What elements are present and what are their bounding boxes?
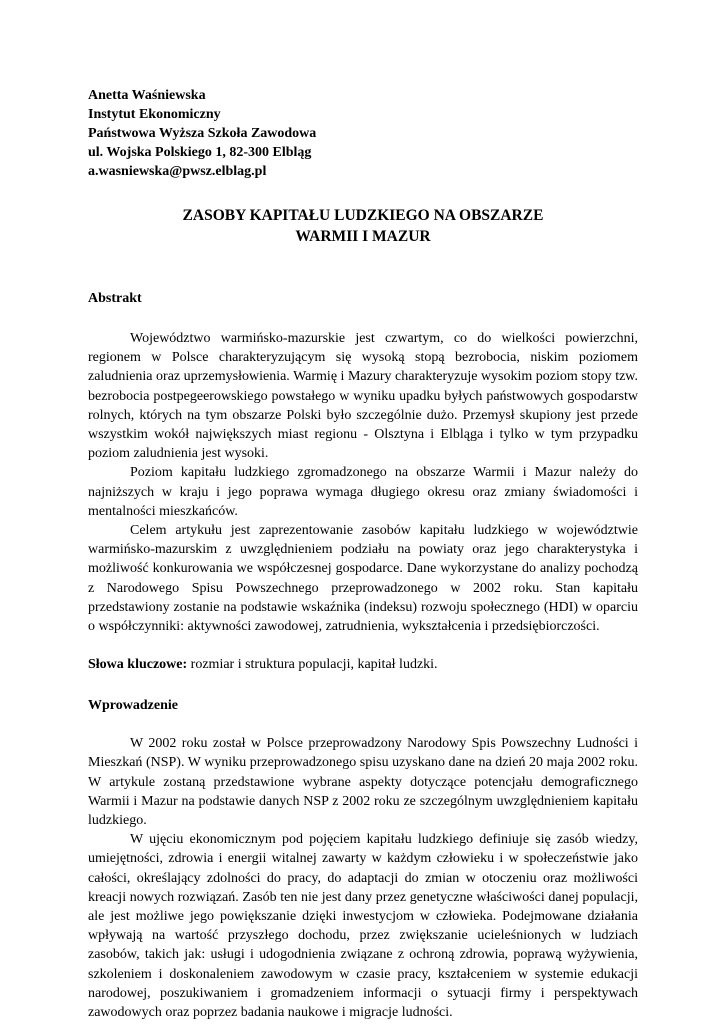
author-block [88, 86, 638, 181]
paper-title-line-1: ZASOBY KAPITAŁU LUDZKIEGO NA OBSZARZE [182, 207, 544, 224]
paper-title [88, 205, 638, 247]
abstract-paragraph-2: Poziom kapitału ludzkiego zgromadzonego na obszarze Warmii i Mazur należy do najniższych w kraju i jego poprawa wymaga długiego okresu oraz zmiany świadomości i mentalności mieszkańców. [88, 465, 638, 519]
introduction-paragraph-1: W 2002 roku został w Polsce przeprowadzony Narodowy Spis Powszechny Ludności i Mieszkań (NSP). W wyniku przeprowadzonego spisu uzyskano dane na dzień 20 maja 2002 roku. W artykule zostaną przedstawione wybrane aspekty dotyczące potencjału demograficznego Warmii i Mazur na podstawie danych NSP z 2002 roku ze szczególnym uwzględnieniem kapitału ludzkiego. [88, 736, 638, 829]
keywords-line [88, 655, 638, 674]
keywords-text: rozmiar i struktura populacji, kapitał ludzki. [187, 657, 438, 673]
keywords-label: Słowa kluczowe: [88, 657, 188, 673]
abstract-heading: Abstrakt [88, 291, 142, 306]
document-page [88, 86, 638, 1022]
introduction-heading: Wprowadzenie [88, 698, 178, 714]
paper-title-line-2: WARMII I MAZUR [295, 228, 431, 245]
abstract-paragraph-3: Celem artykułu jest zaprezentowanie zasobów kapitału ludzkiego w województwie warmińsko-mazurskim z uwzględnieniem podziału na powiaty oraz jego charakterystyka i możliwość konkurowania we współczesnej gospodarce. Dane wykorzystane do analizy pochodzą z Narodowego Spisu Powszechnego przeprowadzonego w 2002 roku. Stan kapitału przedstawiony zostanie na podstawie wskaźnika (indeksu) rozwoju społecznego (HDI) w oparciu o współczynniki: aktywności zawodowej, zatrudnienia, wykształcenia i przedsiębiorczości. [88, 523, 638, 635]
introduction-paragraph-2: W ujęciu ekonomicznym pod pojęciem kapitału ludzkiego definiuje się zasób wiedzy, umiejętności, zdrowia i energii witalnej zawarty w każdym człowieku i w społeczeństwie jako całości, określający zdolności do pracy, do adaptacji do zmian w otoczeniu oraz możliwości kreacji nowych rozwiązań. Zasób ten nie jest dany przez genetyczne właściwości danej populacji, ale jest możliwe jego powiększanie dzięki inwestycjom w człowieka. Podejmowane działania wpływają na wartość przyszłego dochodu, przez zwiększanie ucieleśnionych w ludziach zasobów, takich jak: usługi i udogodnienia związane z ochroną zdrowia, poprawą wyżywienia, szkoleniem i doskonaleniem zawodowym w czasie pracy, kształceniem w systemie edukacji narodowej, poszukiwaniem i gromadzeniem informacji o sytuacji firmy i perspektywach zawodowych oraz poprzez badania naukowe i migracje ludności. [88, 832, 638, 1021]
author-address: ul. Wojska Polskiego 1, 82-300 Elbląg [88, 145, 312, 160]
author-email: a.wasniewska@pwsz.elblag.pl [88, 164, 267, 179]
author-school: Państwowa Wyższa Szkoła Zawodowa [88, 126, 317, 141]
author-institute: Instytut Ekonomiczny [88, 107, 221, 122]
author-name: Anetta Waśniewska [88, 88, 206, 103]
abstract-paragraph-1: Województwo warmińsko-mazurskie jest czwartym, co do wielkości powierzchni, regionem w Polsce charakteryzującym się wysoką stopą bezrobocia, niskim poziomem zaludnienia oraz uprzemysłowienia. Warmię i Mazury charakteryzuje wysokim poziom stopy tzw. bezrobocia postpegeerowskiego powstałego w wyniku upadku byłych państwowych gospodarstw rolnych, których na tym obszarze Polski było szczególnie dużo. Przemysł skupiony jest przede wszystkim wokół największych miast regionu - Olsztyna i Elbląga i tylko w tym przypadku poziom zaludnienia jest wysoki. [88, 331, 638, 462]
